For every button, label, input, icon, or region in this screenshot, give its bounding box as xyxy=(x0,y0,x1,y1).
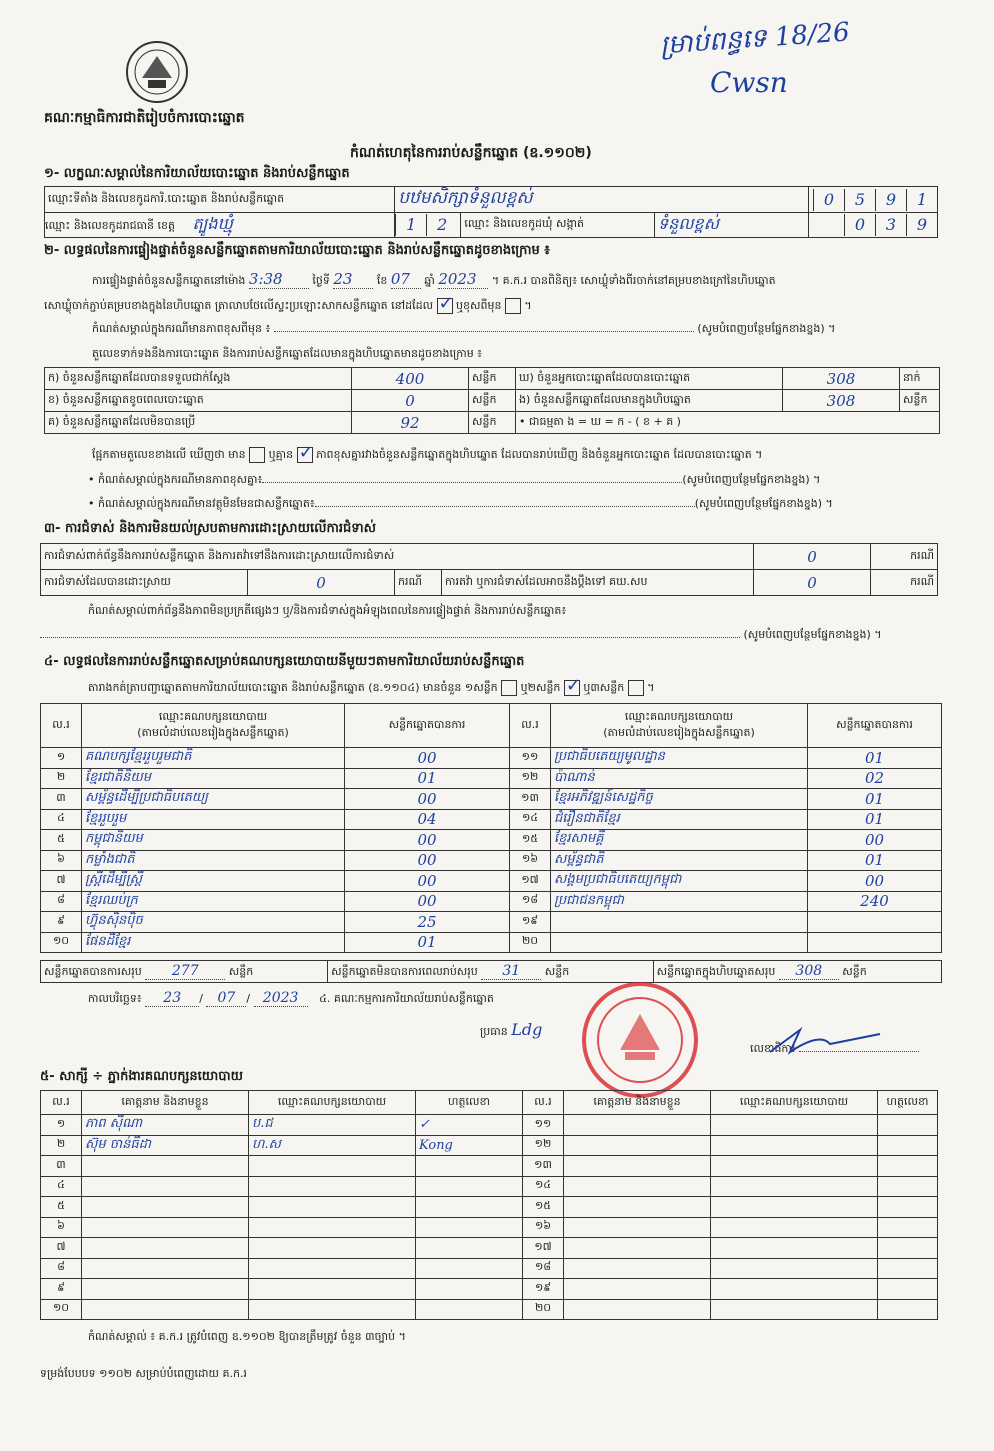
party-number: ២០ xyxy=(510,932,551,953)
witness-signature[interactable] xyxy=(878,1217,938,1238)
witness-name[interactable] xyxy=(82,1299,249,1320)
witness-signature[interactable] xyxy=(878,1135,938,1156)
witness-number: ១៥ xyxy=(523,1197,564,1218)
witness-number: ១៣ xyxy=(523,1156,564,1177)
party-votes: 240 xyxy=(808,891,942,912)
witness-name[interactable]: ភាព ស៊ីណា xyxy=(82,1115,249,1136)
party-name: ផែនដីខ្មែរ xyxy=(82,932,345,953)
party-name: សម្ព័ន្ធជាតិ xyxy=(551,850,808,871)
party-votes: 01 xyxy=(808,850,942,871)
party-number: ៧ xyxy=(41,871,82,892)
changed-checkbox[interactable] xyxy=(505,298,521,314)
org-name: គណៈកម្មាធិការជាតិរៀបចំការបោះឆ្នោត xyxy=(44,110,245,126)
handwritten-note: ម្រាប់ពន្ធទេ 18/26 xyxy=(659,17,851,61)
province-row xyxy=(45,213,395,238)
party-votes xyxy=(808,932,942,953)
difference-yes-checkbox[interactable] xyxy=(249,447,265,463)
commune-value: ទំនួលខ្ពស់ xyxy=(655,213,809,238)
witness-number: ៤ xyxy=(41,1176,82,1197)
witness-name[interactable] xyxy=(564,1156,711,1177)
witness-name[interactable] xyxy=(564,1258,711,1279)
resolved-value: 0 xyxy=(248,570,395,596)
party-number: ៣ xyxy=(41,789,82,810)
figure-label: ក) ចំនួនសន្លឹកឆ្នោតដែលបានទទួលជាក់ស្តែង xyxy=(45,368,352,390)
witness-signature[interactable]: Kong xyxy=(416,1135,523,1156)
party-number: ៤ xyxy=(41,809,82,830)
witness-number: ៦ xyxy=(41,1217,82,1238)
bullet-difference: • កំណត់សម្គាល់ក្នុងករណីមានភាពខុសគ្នា៖ (សូមបំពេញបន្ថែមផ្នែកខាងខ្នង) ។ xyxy=(88,473,821,486)
party-number: ៩ xyxy=(41,912,82,933)
secretary-sign: លេខាធិការ xyxy=(750,1042,919,1058)
witness-row xyxy=(41,1156,938,1177)
verification-time: 3:38 xyxy=(249,270,309,289)
witness-table: ល.រ គោត្តនាម និងនាមខ្លួន ឈ្មោះគណបក្សនយោបាយ ហត្ថលេខា ល.រ គោត្តនាម និងនាមខ្លួន ឈ្មោះគណបក្សនយោបាយ ហត្ថលេខា ១ ភាព ស៊ីណា ប.ជ ✓ ១១ ២ ស៊ុម ចាន់ធីដា ហ.ស Kong ១២ ៣ ១៣ ៤ ១៤ ៥ ១៥ ៦ ១៦ ៧ ១៧ ៨ ១៨ ៩ ១៩ ១០ ២០ xyxy=(40,1090,938,1320)
witness-party[interactable] xyxy=(711,1156,878,1177)
witness-signature[interactable] xyxy=(416,1279,523,1300)
commune-label: ឈ្មោះ និងលេខកូដឃុំ សង្កាត់ xyxy=(461,213,655,238)
section4-heading: ៤- លទ្ធផលនៃការរាប់សន្លឹកឆ្នោតសម្រាប់គណបក្សនយោបាយនីមួយៗតាមការិយាល័យរាប់សន្លឹកឆ្នោត xyxy=(44,654,525,669)
witness-signature[interactable] xyxy=(878,1279,938,1300)
witness-signature[interactable] xyxy=(878,1258,938,1279)
witness-name[interactable] xyxy=(564,1197,711,1218)
witness-number: ១៨ xyxy=(523,1258,564,1279)
party-name: កម្លាំងជាតិ xyxy=(82,850,345,871)
party-votes: 04 xyxy=(345,809,510,830)
witness-number: ១០ xyxy=(41,1299,82,1320)
witness-signature[interactable] xyxy=(416,1299,523,1320)
chair-sign: ប្រធាន Ldg xyxy=(480,1020,543,1039)
witness-number: ២ xyxy=(41,1135,82,1156)
witness-party[interactable] xyxy=(249,1197,416,1218)
party-name: កម្ពុជានិយម xyxy=(82,830,345,851)
witness-name[interactable] xyxy=(82,1279,249,1300)
one-sheet-checkbox[interactable] xyxy=(501,680,517,696)
province-code: 1 2 xyxy=(395,213,461,238)
witness-signature[interactable] xyxy=(878,1115,938,1136)
witness-signature[interactable] xyxy=(416,1197,523,1218)
total-valid: សន្លឹកឆ្នោតបានការសរុប 277 សន្លឹក xyxy=(41,961,328,983)
party-number: ១០ xyxy=(41,932,82,953)
party-votes: 00 xyxy=(345,891,510,912)
commune-code: 0 3 9 xyxy=(809,213,938,238)
witness-number: ១ xyxy=(41,1115,82,1136)
difference-note: កំណត់សម្គាល់ក្នុងករណីមានភាពខុសពីមុន ៖ (សូមបំពេញបន្ថែមផ្នែកខាងខ្នង) ។ xyxy=(92,322,836,335)
party-name: ប្រជាធិបតេយ្យមូលដ្ឋាន xyxy=(551,748,808,769)
witness-party[interactable]: ប.ជ xyxy=(249,1115,416,1136)
form-footer: ទម្រង់បែបបទ ១១០២ សម្រាប់បំពេញដោយ គ.ក.រ xyxy=(40,1367,247,1380)
party-number: ១១ xyxy=(510,748,551,769)
witness-signature[interactable] xyxy=(878,1197,938,1218)
witness-party[interactable] xyxy=(249,1279,416,1300)
party-name: ខ្មែរជាតិនិយម xyxy=(82,768,345,789)
province-value: ត្បូងឃ្មុំ xyxy=(192,214,233,233)
witness-party[interactable] xyxy=(249,1156,416,1177)
figure-value: 400 xyxy=(352,368,469,390)
total-invalid: សន្លឹកឆ្នោតមិនបានការពេលរាប់សរុប 31 សន្លឹក xyxy=(328,961,653,983)
two-sheets-checkbox[interactable] xyxy=(564,680,580,696)
bullet-non-ballot: • កំណត់សម្គាល់ក្នុងករណីមានវត្ថុមិនមែនជាសន្លឹកឆ្នោត៖ (សូមបំពេញបន្ថែមផ្នែកខាងខ្នង) ។ xyxy=(88,497,833,510)
witness-row xyxy=(41,1299,938,1320)
figures-table: ក) ចំនួនសន្លឹកឆ្នោតដែលបានទទួលជាក់ស្តែង 400 សន្លឹក ឃ) ចំនួនអ្នកបោះឆ្នោតដែលបានបោះឆ្នោត 308 នាក់ ខ) ចំនួនសន្លឹកឆ្នោតខូចពេលបោះឆ្នោត 0 សន្លឹក ង) ចំនួនសន្លឹកឆ្នោតដែលមានក្នុងហិបឆ្នោត 308 សន្លឹក គ) ចំនួនសន្លឹកឆ្នោតដែលមិនបានប្រើ 92 សន្លឹក • ជាធម្មតា ង = ឃ = ក - ( ខ + គ ) xyxy=(44,367,940,434)
footnote: កំណត់សម្គាល់ ៖ គ.ក.រ ត្រូវបំពេញ ឧ.១១០២ ឱ្យបានត្រឹមត្រូវ ចំនួន ៣ច្បាប់ ។ xyxy=(88,1330,406,1343)
witness-name[interactable] xyxy=(82,1238,249,1259)
party-number: ៥ xyxy=(41,830,82,851)
witness-name[interactable] xyxy=(82,1176,249,1197)
witness-row xyxy=(41,1135,938,1156)
col-party: ឈ្មោះគណបក្សនយោបាយ (តាមលំដាប់លេខរៀងក្នុងសន្លឹកឆ្នោត) xyxy=(82,704,345,748)
complaints-table: ការជំទាស់ពាក់ព័ន្ធនឹងការរាប់សន្លឹកឆ្នោត និងការតវ៉ាទៅនឹងការដោះស្រាយលើការជំទាស់ 0 ករណី ការជំទាស់ដែលបានដោះស្រាយ 0 ករណី ការតវ៉ា ឬការជំទាស់ដែលអាចនឹងប្តឹងទៅ គឃ.សប 0 ករណី xyxy=(40,543,938,596)
figures-intro: តួលេខទាក់ទងនឹងការបោះឆ្នោត និងការរាប់សន្លឹកឆ្នោតដែលមានក្នុងហិបឆ្នោតមានដូចខាងក្រោម ៖ xyxy=(92,347,483,360)
handwritten-signature: Cwsn xyxy=(710,66,788,99)
witness-name[interactable] xyxy=(564,1217,711,1238)
date-line: កាលបរិច្ឆេទ៖ 23 / 07 / 2023 ៤. គណៈកម្មការការិយាល័យរាប់សន្លឹកឆ្នោត xyxy=(88,990,494,1006)
witness-party[interactable] xyxy=(711,1115,878,1136)
figure-value: 0 xyxy=(352,390,469,412)
col-votes: សន្លឹកឆ្នោតបានការ xyxy=(345,704,510,748)
result-row xyxy=(41,850,942,871)
witness-name[interactable] xyxy=(564,1279,711,1300)
form-title: កំណត់ហេតុនៃការរាប់សន្លឹកឆ្នោត (ឧ.១១០២) xyxy=(350,145,592,161)
result-row xyxy=(41,748,942,769)
witness-name[interactable] xyxy=(564,1299,711,1320)
party-votes: 01 xyxy=(808,748,942,769)
party-number: ៨ xyxy=(41,891,82,912)
party-name xyxy=(551,912,808,933)
appeal-value: 0 xyxy=(754,570,871,596)
party-name xyxy=(551,932,808,953)
witness-party[interactable] xyxy=(711,1197,878,1218)
figure-label: ខ) ចំនួនសន្លឹកឆ្នោតខូចពេលបោះឆ្នោត xyxy=(45,390,352,412)
result-row xyxy=(41,912,942,933)
result-row xyxy=(41,932,942,953)
witness-party[interactable] xyxy=(711,1299,878,1320)
party-name: សង្គមប្រជាធិបតេយ្យកម្ពុជា xyxy=(551,871,808,892)
tally-sheet-line: តារាងកត់ត្រាបញ្ជាឆ្នោតតាមការិយាល័យបោះឆ្នោត និងរាប់សន្លឹកឆ្នោត (ឧ.១១០៤) មានចំនួន ១សន្លឹក ឬ២សន្លឹក ✓ ឬ៣សន្លឹក ។ xyxy=(88,680,655,697)
result-row xyxy=(41,809,942,830)
difference-check: ផ្អែកតាមតួលេខខាងលើ ឃើញថា មាន ឬគ្មាន ✓ ភាពខុសគ្នារវាងចំនួនសន្លឹកឆ្នោតក្នុងហិបឆ្នោត ដែលបានរាប់ឃើញ និងចំនួនអ្នកបោះឆ្នោត ដែលបានបោះឆ្នោត ។ xyxy=(92,447,762,464)
witness-party[interactable] xyxy=(249,1238,416,1259)
witness-party[interactable] xyxy=(249,1258,416,1279)
witness-name[interactable] xyxy=(82,1197,249,1218)
witness-signature[interactable] xyxy=(416,1238,523,1259)
party-name: សម្ព័ន្ធដើម្បីប្រជាធិបតេយ្យ xyxy=(82,789,345,810)
witness-signature[interactable] xyxy=(878,1299,938,1320)
witness-name[interactable] xyxy=(82,1217,249,1238)
official-stamp-icon xyxy=(580,980,700,1100)
witness-party[interactable] xyxy=(711,1279,878,1300)
col-number: ល.រ xyxy=(510,704,551,748)
difference-none-checkbox[interactable] xyxy=(297,447,313,463)
witness-number: ១៤ xyxy=(523,1176,564,1197)
witness-row xyxy=(41,1279,938,1300)
party-name: ប៉ាណាន់ xyxy=(551,768,808,789)
province-label: ឈ្មោះ និងលេខកូដរាជធានី ខេត្ត xyxy=(45,219,175,232)
witness-row xyxy=(41,1238,938,1259)
verification-line: ការផ្ទៀងផ្ទាត់ចំនួនសន្លឹកឆ្នោតនៅម៉ោង 3:38 ថ្ងៃទី 23 ខែ 07 ឆ្នាំ 2023 ។ គ.ក.រ បានពិនិត្យ៖ សោឃ្លុំទាំងពីរចាក់នៅគម្របខាងក្រៅនៃហិបឆ្នោត xyxy=(92,270,776,288)
party-votes: 00 xyxy=(345,850,510,871)
section3-heading: ៣- ការជំទាស់ និងការមិនយល់ស្របតាមការដោះស្រាយលើការជំទាស់ xyxy=(44,521,376,536)
party-name: ខ្មែរអភិវឌ្ឍន៍សេដ្ឋកិច្ច xyxy=(551,789,808,810)
witness-signature[interactable] xyxy=(416,1176,523,1197)
party-number: ១៩ xyxy=(510,912,551,933)
party-number: ១៧ xyxy=(510,871,551,892)
station-table xyxy=(44,186,938,238)
witness-signature[interactable] xyxy=(416,1156,523,1177)
witness-number: ៩ xyxy=(41,1279,82,1300)
station-label: ឈ្មោះទីតាំង និងលេខកូដការិ.បោះឆ្នោត និងរាប់សន្លឹកឆ្នោត xyxy=(45,187,395,213)
party-votes: 00 xyxy=(808,830,942,851)
totals-table xyxy=(40,960,942,983)
result-row xyxy=(41,789,942,810)
witness-party[interactable]: ហ.ស xyxy=(249,1135,416,1156)
figure-label: ឃ) ចំនួនអ្នកបោះឆ្នោតដែលបានបោះឆ្នោត xyxy=(516,368,783,390)
party-name: គណបក្សខ្មែររួបរួមជាតិ xyxy=(82,748,345,769)
party-number: ៦ xyxy=(41,850,82,871)
irregularity-note: កំណត់សម្គាល់ពាក់ព័ន្ធនឹងភាពមិនប្រក្រតីផ្សេងៗ ឬ/និងការជំទាស់ក្នុងអំឡុងពេលនៃការផ្ទៀងផ្ទាត់ និងការរាប់សន្លឹកឆ្នោត៖ xyxy=(88,604,567,617)
witness-number: ១២ xyxy=(523,1135,564,1156)
party-number: ១៤ xyxy=(510,809,551,830)
station-value: បឋមសិក្សាទំនួលខ្ពស់ xyxy=(395,187,809,213)
witness-name[interactable] xyxy=(564,1135,711,1156)
total-in-box: សន្លឹកឆ្នោតក្នុងហិបឆ្នោតសរុប 308 សន្លឹក xyxy=(653,961,941,983)
witness-name[interactable] xyxy=(564,1176,711,1197)
formula-note: • ជាធម្មតា ង = ឃ = ក - ( ខ + គ ) xyxy=(516,412,940,434)
witness-name[interactable] xyxy=(82,1156,249,1177)
witness-signature[interactable] xyxy=(878,1156,938,1177)
party-votes: 00 xyxy=(345,789,510,810)
witness-number: ២០ xyxy=(523,1299,564,1320)
witness-row xyxy=(41,1176,938,1197)
witness-party[interactable] xyxy=(711,1176,878,1197)
party-votes: 01 xyxy=(808,789,942,810)
figure-label: ង) ចំនួនសន្លឹកឆ្នោតដែលមានក្នុងហិបឆ្នោត xyxy=(516,390,783,412)
party-name: ខ្មែរឈប់ក្រ xyxy=(82,891,345,912)
col-party: ឈ្មោះគណបក្សនយោបាយ (តាមលំដាប់លេខរៀងក្នុងសន្លឹកឆ្នោត) xyxy=(551,704,808,748)
col-number: ល.រ xyxy=(41,704,82,748)
section1-heading: ១- លក្ខណៈសម្គាល់នៃការិយាល័យបោះឆ្នោត និងរាប់សន្លឹកឆ្នោត xyxy=(44,166,350,181)
appeal-label: ការតវ៉ា ឬការជំទាស់ដែលអាចនឹងប្តឹងទៅ គឃ.សប xyxy=(442,570,754,596)
party-number: ២ xyxy=(41,768,82,789)
three-sheets-checkbox[interactable] xyxy=(628,680,644,696)
party-number: ១៨ xyxy=(510,891,551,912)
witness-signature[interactable] xyxy=(878,1238,938,1259)
witness-number: ១១ xyxy=(523,1115,564,1136)
witness-signature[interactable] xyxy=(416,1217,523,1238)
witness-party[interactable] xyxy=(249,1299,416,1320)
figure-value: 308 xyxy=(783,390,900,412)
result-row xyxy=(41,830,942,851)
witness-row xyxy=(41,1258,938,1279)
witness-party[interactable] xyxy=(711,1217,878,1238)
witness-signature[interactable]: ✓ xyxy=(416,1115,523,1136)
party-number: ១៦ xyxy=(510,850,551,871)
witness-number: ៥ xyxy=(41,1197,82,1218)
party-name: ប្រជាជនកម្ពុជា xyxy=(551,891,808,912)
section5-heading: ៥- សាក្សី ÷ ភ្នាក់ងារគណបក្សនយោបាយ xyxy=(40,1069,243,1084)
unchanged-checkbox[interactable] xyxy=(437,298,453,314)
figure-value: 308 xyxy=(783,368,900,390)
witness-row xyxy=(41,1217,938,1238)
witness-signature[interactable] xyxy=(416,1258,523,1279)
party-votes: 00 xyxy=(808,871,942,892)
seal-line: សោឃ្លុំចាក់ភ្ជាប់គម្របខាងក្នុងនៃហិបឆ្នោត ត្រាលាបថែលើស្ទះប្រឡោះសាកសន្លឹកឆ្នោត នៅដដែល ✓ ឬខុសពីមុន ។ xyxy=(44,298,532,315)
party-votes: 01 xyxy=(345,932,510,953)
party-name: ហ៊្វុនស៊ិនប៉ិច xyxy=(82,912,345,933)
witness-number: ៨ xyxy=(41,1258,82,1279)
witness-party[interactable] xyxy=(711,1258,878,1279)
witness-row xyxy=(41,1115,938,1136)
col-votes: សន្លឹកឆ្នោតបានការ xyxy=(808,704,942,748)
party-votes xyxy=(808,912,942,933)
result-row xyxy=(41,891,942,912)
party-name: ខ្មែររួបរួម xyxy=(82,809,345,830)
figure-value: 92 xyxy=(352,412,469,434)
witness-signature[interactable] xyxy=(878,1176,938,1197)
complaint-label: ការជំទាស់ពាក់ព័ន្ធនឹងការរាប់សន្លឹកឆ្នោត និងការតវ៉ាទៅនឹងការដោះស្រាយលើការជំទាស់ xyxy=(41,544,754,570)
resolved-label: ការជំទាស់ដែលបានដោះស្រាយ xyxy=(41,570,248,596)
witness-number: ១៩ xyxy=(523,1279,564,1300)
party-votes: 01 xyxy=(345,768,510,789)
results-table xyxy=(40,703,942,953)
witness-number: ១៧ xyxy=(523,1238,564,1259)
figure-label: គ) ចំនួនសន្លឹកឆ្នោតដែលមិនបានប្រើ xyxy=(45,412,352,434)
witness-row xyxy=(41,1197,938,1218)
witness-party[interactable] xyxy=(711,1135,878,1156)
result-row xyxy=(41,871,942,892)
party-votes: 00 xyxy=(345,830,510,851)
witness-party[interactable] xyxy=(249,1217,416,1238)
party-name: ខ្មែរសាមគ្គី xyxy=(551,830,808,851)
witness-name[interactable] xyxy=(564,1115,711,1136)
complaint-value: 0 xyxy=(754,544,871,570)
party-name: ជំរឿនជាតិខ្មែរ xyxy=(551,809,808,830)
party-number: ១២ xyxy=(510,768,551,789)
witness-name[interactable] xyxy=(82,1258,249,1279)
section2-heading: ២- លទ្ធផលនៃការផ្ទៀងផ្ទាត់ចំនួនសន្លឹកឆ្នោតតាមការិយាល័យបោះឆ្នោត និងរាប់សន្លឹកឆ្នោតដូចខាងក្រោម ៖ xyxy=(44,243,550,258)
witness-name[interactable]: ស៊ុម ចាន់ធីដា xyxy=(82,1135,249,1156)
party-number: ១ xyxy=(41,748,82,769)
party-votes: 00 xyxy=(345,871,510,892)
nec-emblem-icon xyxy=(122,38,192,106)
witness-number: ៧ xyxy=(41,1238,82,1259)
witness-party[interactable] xyxy=(711,1238,878,1259)
witness-party[interactable] xyxy=(249,1176,416,1197)
secretary-signature-icon xyxy=(760,1022,890,1062)
party-votes: 02 xyxy=(808,768,942,789)
party-number: ១៣ xyxy=(510,789,551,810)
party-votes: 25 xyxy=(345,912,510,933)
party-number: ១៥ xyxy=(510,830,551,851)
station-code: 0 5 9 1 xyxy=(809,187,938,213)
party-name: ស្ត្រីដើម្បីស្ត្រី xyxy=(82,871,345,892)
witness-name[interactable] xyxy=(564,1238,711,1259)
irregularity-fill: (សូមបំពេញបន្ថែមផ្នែកខាងខ្នង) ។ xyxy=(40,628,938,644)
party-votes: 00 xyxy=(345,748,510,769)
party-votes: 01 xyxy=(808,809,942,830)
witness-number: ១៦ xyxy=(523,1217,564,1238)
witness-number: ៣ xyxy=(41,1156,82,1177)
result-row xyxy=(41,768,942,789)
